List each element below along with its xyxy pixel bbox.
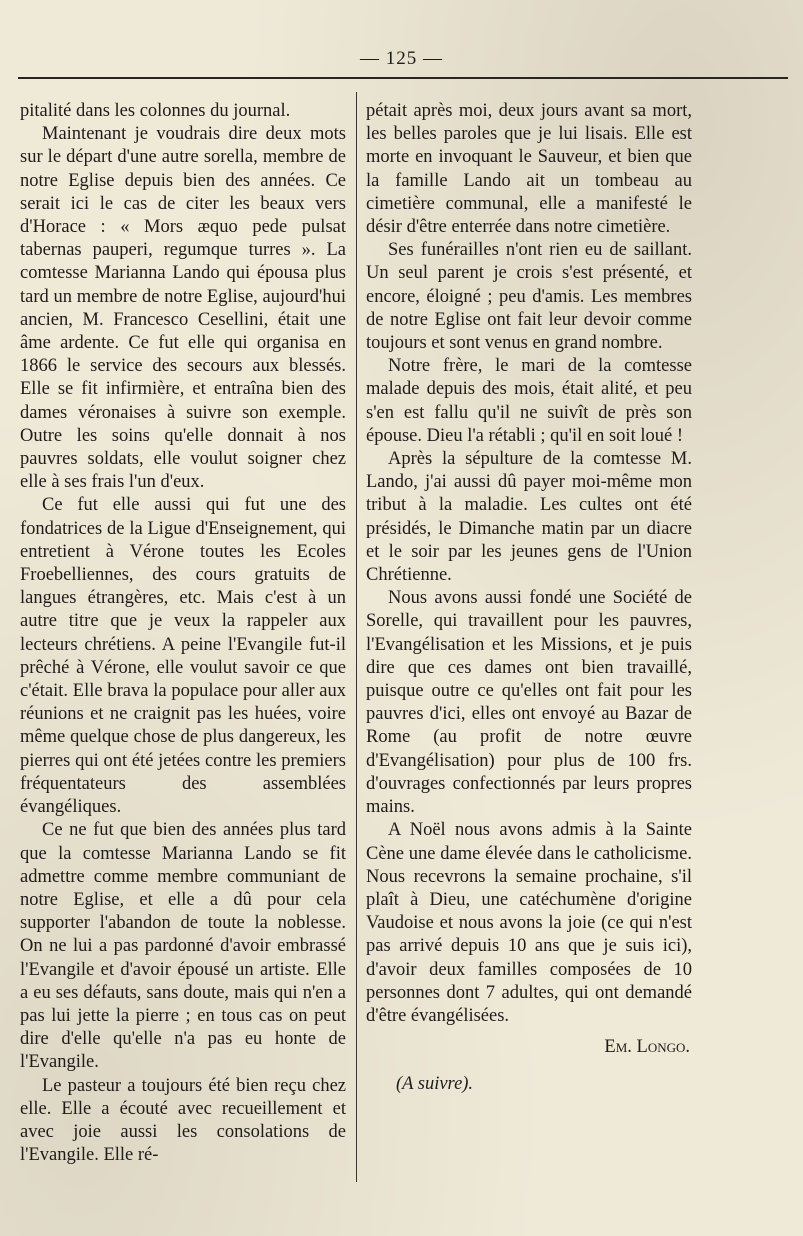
paragraph: pitalité dans les colonnes du journal. — [20, 101, 291, 121]
header-rule — [18, 77, 788, 79]
paragraph: Ses funérailles n'ont rien eu de saillant. Un seul parent je crois s'est présenté, et encore, éloigné ; peu d'amis. Les membres de notre Eglise ont fait leur devoir comme toujours et sont venus en grand nombre. — [366, 240, 692, 354]
right-column — [366, 100, 692, 1097]
paragraph: A Noël nous avons admis à la Sainte Cène une dame élevée dans le catholicisme. Nous recevrons la semaine prochaine, s'il plaît à Dieu, une catéchumène d'origine Vaudoise et nous avons la joie (ce qui n'est pas arrivé depuis 10 ans que je suis ici), d'avoir deux familles composées de 10 personnes dont 7 adultes, qui ont demandé d'être évangélisées. — [366, 820, 692, 1026]
paragraph: Notre frère, le mari de la comtesse malade depuis des mois, était alité, et peu s'en est fallu qu'il ne suivît de près son épouse. Dieu l'a rétabli ; qu'il en soit loué ! — [366, 356, 692, 446]
paragraph: pétait après moi, deux jours avant sa mort, les belles paroles que je lui lisais. Elle est morte en invoquant le Sauveur, et bien que la famille Lando ait un tombeau au cimetière communal, elle a manifesté le désir d'être enterrée dans notre cimetière. — [366, 101, 692, 238]
paragraph: Ce ne fut que bien des années plus tard que la comtesse Marianna Lando se fit admettre comme membre communiant de notre Eglise, et elle a dû pour cela supporter l'abandon de toute la noblesse. On ne lui a pas pardonné d'avoir embrassé l'Evangile et d'avoir épousé un artiste. Elle a eu ses défauts, sans doute, mais qui n'en a pas lui jette la pierre ; en tous cas on peut dire d'elle qu'elle n'a pas eu honte de l'Evangile. — [20, 820, 346, 1073]
paragraph: Nous avons aussi fondé une Société de Sorelle, qui travaillent pour les pauvres, l'Evangélisation et les Missions, et je puis dire que ces dames ont bien travaillé, puisque outre ce qu'elles ont fait pour les pauvres d'ici, elles ont envoyé au Bazar de Rome (au profit de notre œuvre d'Evangélisation) pour plus de 100 frs. d'ouvrages confectionnés par leurs propres mains. — [366, 588, 692, 818]
left-column — [20, 100, 346, 1167]
paragraph: Maintenant je voudrais dire deux mots sur le départ d'une autre sorella, membre de notre Eglise depuis bien des années. Ce serait ici le cas de citer les beaux vers d'Horace : « Mors æquo pede pulsat tabernas pauperi, regumque turres ». La comtesse Marianna Lando qui épousa plus tard un membre de notre Eglise, aujourd'hui ancien, M. Francesco Cesellini, était une âme ardente. Ce fut elle qui organisa en 1866 le service des secours aux blessés. Elle se fit infirmière, et entraîna bien des dames véronaises à suivre son exemple. Outre les soins qu'elle donnait à nos pauvres soldats, elle voulut soigner chez elle à ses frais l'un d'eux. — [20, 124, 346, 493]
page-number: — 125 — — [360, 48, 443, 69]
paragraph: Après la sépulture de la comtesse M. Lando, j'ai aussi dû payer moi-même mon tribut à la maladie. Les cultes ont été présidés, le Dimanche matin par un diacre et le soir par les jeunes gens de l'Union Chrétienne. — [366, 449, 692, 586]
column-divider — [356, 92, 357, 1182]
to-be-continued-note: (A suivre). — [396, 1074, 474, 1095]
paragraph: Ce fut elle aussi qui fut une des fondatrices de la Ligue d'Enseignement, qui entretient à Vérone toutes les Ecoles Froebelliennes, des cours gratuits de langues étrangères, etc. Mais c'est à un autre titre que je veux la rappeler aux lecteurs chrétiens. A peine l'Evangile fut-il prêché à Vérone, elle voulut savoir ce que c'était. Elle brava la populace pour aller aux réunions et ne craignit pas les huées, voire même quelque chose de plus dangereux, les pierres qui ont été jetées contre les premiers fréquentateurs des assemblées évangéliques. — [20, 495, 346, 818]
paragraph: Le pasteur a toujours été bien reçu chez elle. Elle a écouté avec recueillement et avec joie aussi les consolations de l'Evangile. Elle ré- — [20, 1075, 346, 1166]
author-signature: Em. Longo. — [604, 1037, 690, 1058]
